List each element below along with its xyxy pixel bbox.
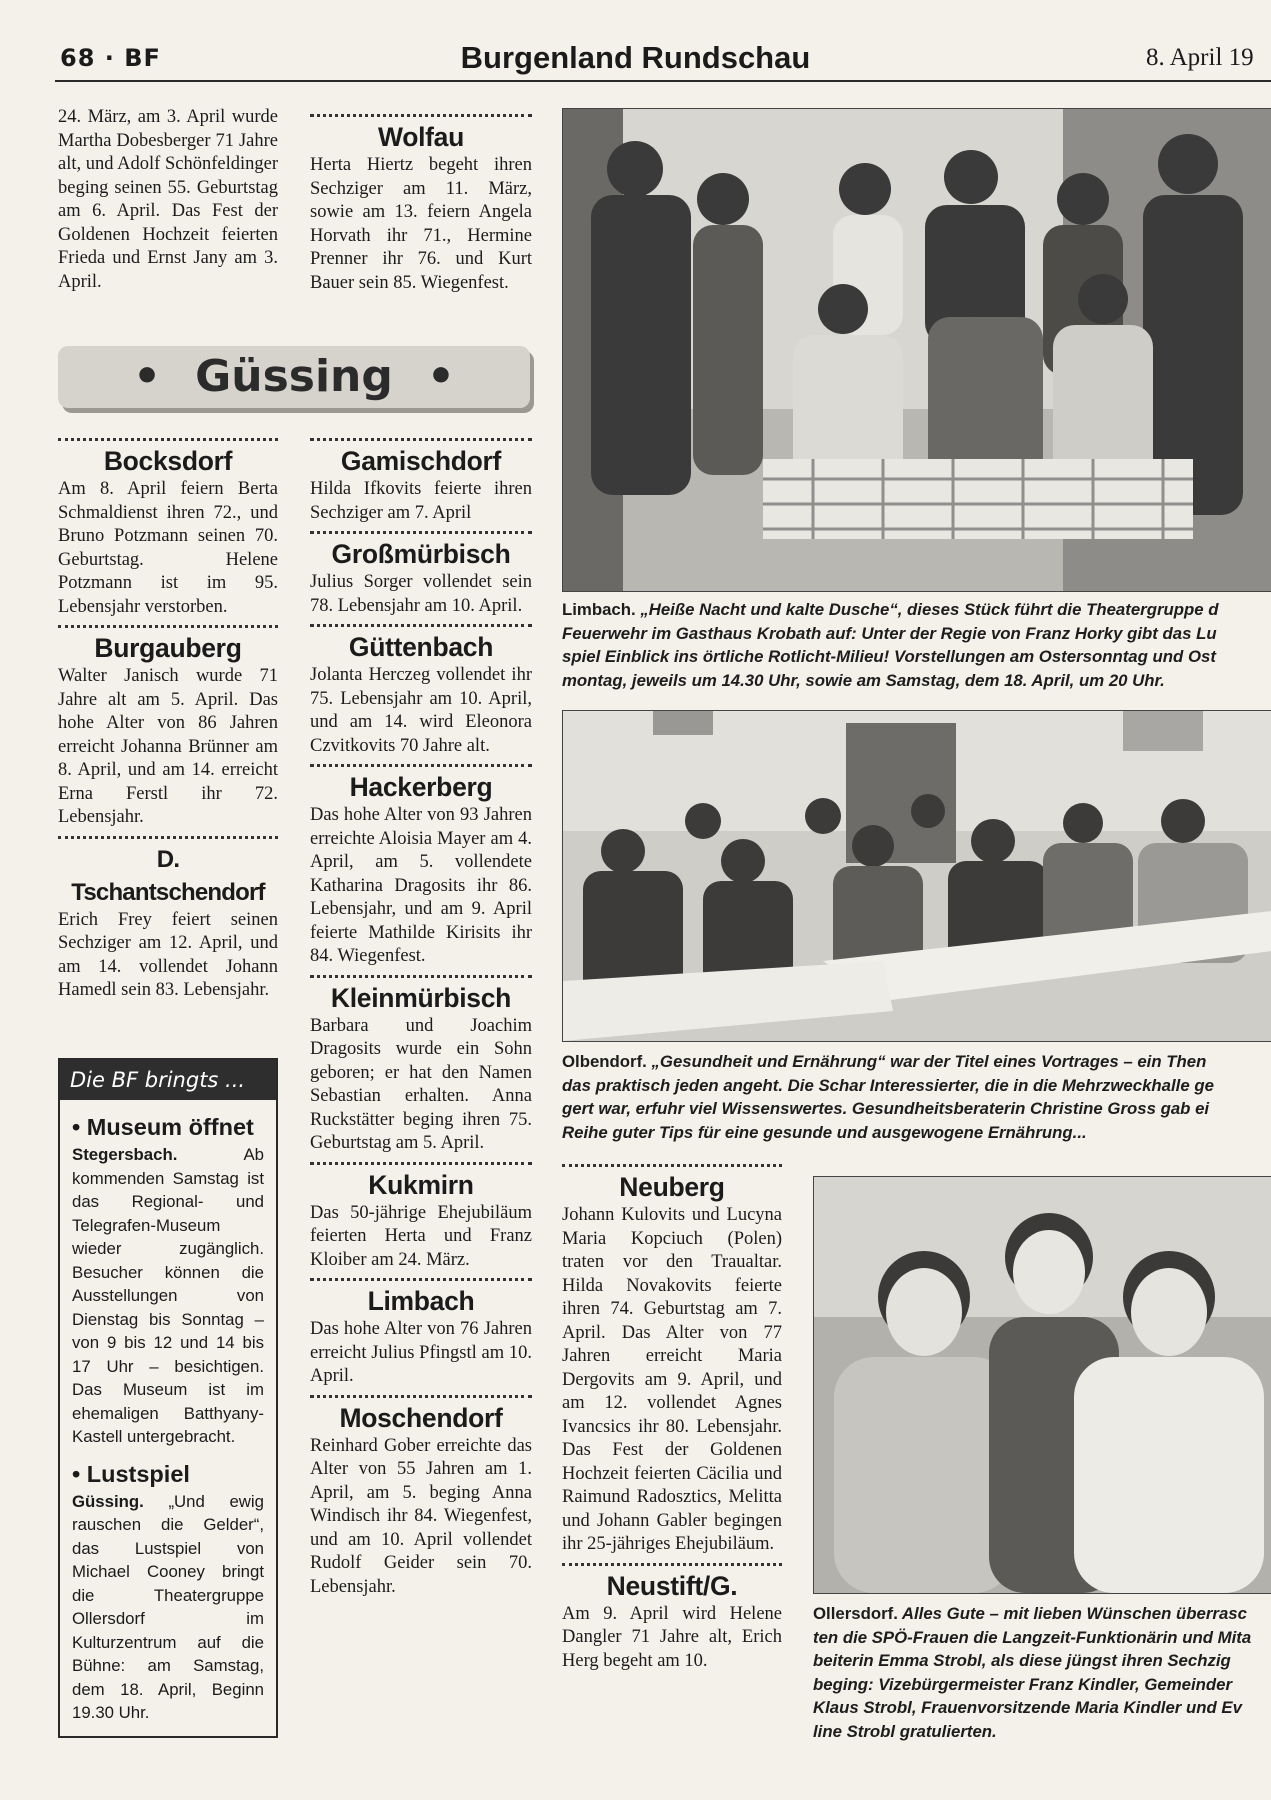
caption-line: beging: Vizebürgermeister Franz Kindler, Gemeinder — [813, 1674, 1233, 1694]
banner-bullet: • — [426, 351, 455, 402]
info-box-text — [72, 1143, 264, 1449]
dotted-divider — [310, 114, 532, 117]
caption-line: beiterin Emma Strobl, als diese jüngst ihren Sechzig — [813, 1651, 1231, 1670]
caption-place: Ollersdorf. — [813, 1604, 898, 1623]
town-heading: Kukmirn — [368, 1169, 474, 1200]
article-text: Das 50-jährige Ehejubiläum feierten Herta und Franz Kloiber am 24. März. — [310, 1202, 532, 1270]
photo-caption-limbach — [562, 598, 1271, 692]
caption-line: montag, jeweils um 14.30 Uhr, sowie am Samstag, dem 18. April, um 20 Uhr. — [562, 670, 1165, 690]
article-text: Am 9. April wird Helene Dangler 71 Jahre alt, Erich Herg begeht am 10. — [562, 1603, 782, 1671]
dotted-divider — [310, 1278, 532, 1281]
caption-line: gert war, erfuhr viel Wissenswertes. Gesundheitsberaterin Christine Gross gab ei — [562, 1099, 1210, 1118]
newspaper-title: Burgenland Rundschau — [460, 40, 811, 75]
photo-ollersdorf-women — [813, 1176, 1271, 1594]
article-text: Walter Janisch wurde 71 Jahre alt am 5. April. Das hohe Alter von 86 Jahren erreicht Johanna Brünner am 8. April, und am 14. erreicht Erna Ferstl ihr 72. Lebensjahr. — [58, 666, 278, 827]
column-3 — [562, 1158, 782, 1673]
article-text: Erich Frey feiert seinen Sechziger am 12. April, und am 14. vollendet Johann Hamedl sein 83. Lebensjahr. — [58, 909, 278, 1000]
dotted-divider — [310, 531, 532, 534]
column-2 — [310, 432, 532, 1599]
town-heading: Neuberg — [619, 1172, 725, 1202]
info-box-header: Die BF bringts ... — [60, 1060, 276, 1100]
photo-theatre-group — [562, 108, 1271, 592]
caption-line: line Strobl gratulierten. — [813, 1721, 997, 1741]
info-box-title: • Museum öffnet — [72, 1114, 254, 1140]
town-heading: Neustift/G. — [606, 1570, 738, 1601]
town-heading: Gamischdorf — [340, 446, 502, 476]
caption-line: spiel Einblick ins örtliche Rotlicht-Milieu! Vorstellungen am Ostersonntag und Ost — [562, 647, 1216, 666]
article-text: Julius Sorger vollendet sein 78. Lebensjahr am 10. April. — [310, 572, 532, 616]
dotted-divider — [58, 438, 278, 441]
photo-lecture-audience — [562, 710, 1271, 1042]
caption-place: Limbach. — [562, 600, 636, 619]
town-heading: Großmürbisch — [331, 539, 511, 569]
caption-line: Reihe guter Tips für eine gesunde und ausgewogene Ernährung... — [562, 1122, 1087, 1142]
info-box-body: Ab kommenden Samstag ist das Regional- und Telegrafen-Museum wieder zugänglich. Besucher können die Ausstellungen von Dienstag bis Sonntag – von 9 bis 12 und 14 bis 17 Uhr – besichtigen. Das Museum ist im ehemaligen Batthyany-Kastell untergebracht. — [72, 1145, 264, 1446]
caption-line: Feuerwehr im Gasthaus Krobath auf: Unter der Regie von Franz Horky gibt das Lu — [562, 623, 1217, 643]
article-continued — [58, 106, 278, 294]
caption-line: „Gesundheit und Ernährung“ war der Titel eines Vortrages – ein Then — [646, 1052, 1207, 1071]
article-text: Am 8. April feiern Berta Schmaldienst ihren 72., und Bruno Potzmann seinen 70. Geburtstag. Helene Potzmann ist im 95. Lebensjahr verstorben. — [58, 479, 278, 617]
article-text: Barbara und Joachim Dragosits wurde ein Sohn geboren; er hat den Namen Sebastian erhalten. Anna Ruckstätter beging ihren 75. Geburtstag am 5. April. — [310, 1015, 532, 1153]
dotted-divider — [310, 764, 532, 767]
dotted-divider — [58, 836, 278, 839]
dotted-divider — [310, 624, 532, 627]
article-wolfau — [310, 108, 532, 295]
dotted-divider — [562, 1563, 782, 1566]
photo-caption-olbendorf — [562, 1050, 1271, 1144]
issue-date: 8. April 19 — [1146, 44, 1254, 71]
info-box-body: „Und ewig rauschen die Gelder“, das Lustspiel von Michael Cooney bringt die Theatergruppe Ollersdorf im Kulturzentrum auf die Bühne: am Samstag, dem 18. April, Beginn 19.30 Uhr. — [72, 1491, 264, 1722]
banner-title: Güssing — [195, 351, 393, 402]
banner-bullet: • — [133, 351, 162, 402]
info-box-lead: Güssing. — [72, 1491, 144, 1511]
section-banner — [58, 346, 530, 408]
article-text: Herta Hiertz begeht ihren Sechziger am 11. März, sowie am 13. feiern Angela Horvath ihr 71., Hermine Prenner ihr 76. und Kurt Bauer sein 85. Wiegenfest. — [310, 155, 532, 293]
caption-line: Klaus Strobl, Frauenvorsitzende Maria Kindler und Ev — [813, 1698, 1242, 1717]
article-text: Johann Kulovits und Lucyna Maria Kopciuch (Polen) traten vor den Traualtar. Hilda Novakovits feierte ihren 74. Geburtstag am 7. April. Das Alter von 77 Jahren erreicht Maria Dergovits am 9. April, und am 12. vollendet Agnes Ivancsics ihr 80. Lebensjahr. Das Fest der Goldenen Hochzeit feierten Cäcilia und Raimund Radosztics, Melitta und Johann Gabler begingen ihr 25-jähriges Ehejubiläum. — [562, 1205, 782, 1554]
dotted-divider — [310, 438, 532, 441]
town-heading: Wolfau — [377, 122, 465, 152]
info-box-title: • Lustspiel — [72, 1460, 190, 1487]
dotted-divider — [58, 625, 278, 628]
town-heading: Hackerberg — [349, 772, 493, 802]
article-text: Jolanta Herczeg vollendet ihr 75. Lebensjahr am 10. April, und am 14. wird Eleonora Czvitkovits 70 Jahre alt. — [310, 665, 532, 756]
caption-line: das praktisch jeden angeht. Die Schar Interessierter, die in die Mehrzweckhalle ge — [562, 1075, 1214, 1095]
town-heading: Bocksdorf — [103, 446, 233, 476]
article-text: Das hohe Alter von 93 Jahren erreichte Aloisia Mayer am 4. April, am 5. vollendete Katharina Dragosits ihr 86. Lebensjahr, und am 9. April feierte Mathilde Kirisits ihr 84. Wiegenfest. — [310, 805, 532, 966]
dotted-divider — [562, 1164, 782, 1167]
town-heading: Moschendorf — [339, 1402, 503, 1433]
article-text: Das hohe Alter von 76 Jahren erreicht Julius Pfingstl am 10. April. — [310, 1319, 532, 1386]
header-rule — [55, 80, 1271, 82]
dotted-divider — [310, 1162, 532, 1165]
column-1 — [58, 432, 278, 1003]
dotted-divider — [310, 975, 532, 978]
photo-caption-ollersdorf — [813, 1602, 1271, 1743]
caption-line: ten die SPÖ-Frauen die Langzeit-Funktionärin und Mita — [813, 1627, 1252, 1647]
town-heading: Kleinmürbisch — [330, 982, 512, 1013]
info-box-text — [72, 1490, 264, 1725]
article-text: 24. März, am 3. April wurde Martha Dobesberger 71 Jahre alt, und Adolf Schönfeldinger beging seinen 55. Geburtstag am 6. April. Das Fest der Goldenen Hochzeit feierten Frieda und Ernst Jany am 3. April. — [58, 107, 278, 292]
town-heading: D. Tschantschendorf — [71, 845, 265, 906]
town-heading: Burgauberg — [94, 633, 242, 663]
town-heading: Limbach — [367, 1286, 475, 1316]
town-heading: Güttenbach — [348, 632, 494, 662]
caption-place: Olbendorf. — [562, 1052, 647, 1071]
info-box — [58, 1058, 278, 1738]
caption-line: „Heiße Nacht und kalte Dusche“, dieses Stück führt die Theatergruppe d — [635, 600, 1219, 619]
caption-line: Alles Gute – mit lieben Wünschen überrasc — [897, 1604, 1247, 1623]
info-box-lead: Stegersbach. — [72, 1145, 178, 1164]
dotted-divider — [310, 1395, 532, 1398]
article-text: Hilda Ifkovits feierte ihren Sechziger am 7. April — [310, 479, 532, 523]
article-text: Reinhard Gober erreichte das Alter von 55 Jahren am 1. April, am 5. beging Anna Windisch ihr 84. Wiegenfest, und am 10. April vollendet Rudolf Geider sein 70. Lebensjahr. — [310, 1435, 532, 1597]
page-number: 68 · BF — [60, 44, 161, 72]
